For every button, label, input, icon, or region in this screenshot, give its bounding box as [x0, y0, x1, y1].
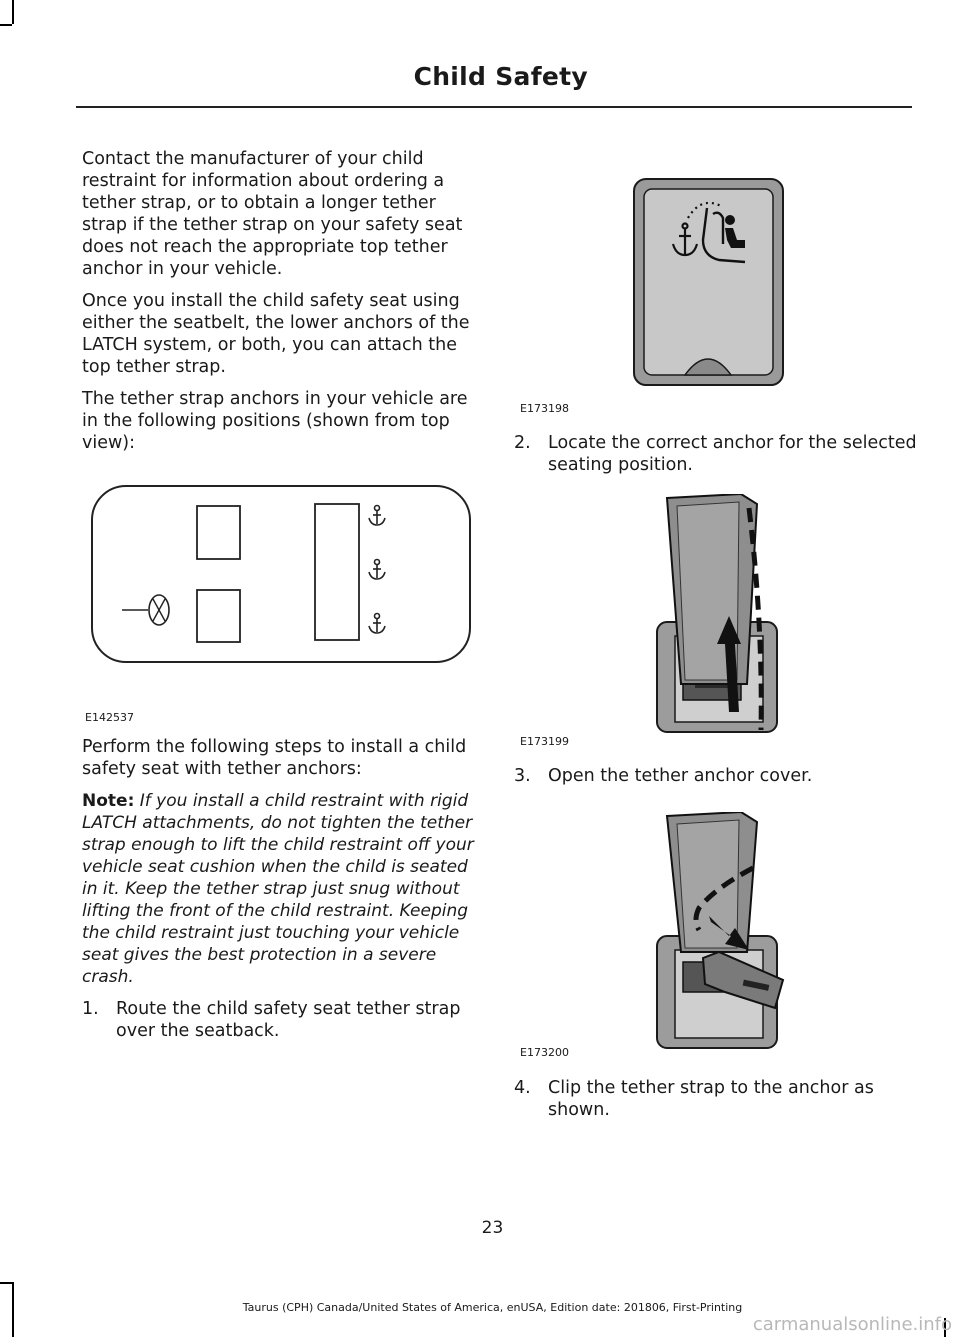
page-number: 23	[481, 1218, 504, 1238]
paragraph: Contact the manufacturer of your child restraint for information about ordering a tether strap, or to obtain a longer tether strap if the tether strap on your safety seat does not reach the appropriate top tether anchor in your vehicle.	[82, 149, 463, 279]
anchor-icon	[369, 506, 385, 526]
figure-code: E173200	[520, 1046, 569, 1059]
anchor-icon	[369, 560, 385, 580]
step-4	[514, 1077, 940, 1121]
intro-paragraph: Perform the following steps to install a child safety seat with tether anchors:	[82, 737, 467, 779]
anchor-cover-label-figure	[633, 178, 785, 388]
step-text: Clip the tether strap to the anchor as shown.	[548, 1078, 874, 1120]
figure-code: E173199	[520, 735, 569, 748]
page-title: Child Safety	[413, 62, 588, 91]
step-text: Open the tether anchor cover.	[548, 766, 813, 786]
step-1	[82, 998, 474, 1042]
crop-mark	[0, 1282, 12, 1284]
paragraph: Once you install the child safety seat using either the seatbelt, the lower anchors of the LATCH system, or both, you can attach the top tether strap.	[82, 291, 470, 377]
note-text: If you install a child restraint with rigid LATCH attachments, do not tighten the tether strap enough to lift the child restraint off your vehicle seat cushion when the child is seated in it. Keep the tether strap just snug without lifting the front of the child restraint. Keeping the child restraint just touching your vehicle seat gives the best protection in a severe crash.	[82, 791, 474, 987]
anchor-icon	[369, 614, 385, 634]
seat-rear-bench	[315, 504, 359, 640]
left-column	[82, 148, 474, 464]
edition-info: Taurus (CPH) Canada/United States of America, enUSA, Edition date: 201806, First-Printing	[242, 1301, 743, 1314]
child-seat-icon	[725, 215, 735, 225]
figure-code: E173198	[520, 402, 569, 415]
step-number: 2.	[514, 433, 531, 453]
paragraph: The tether strap anchors in your vehicle are in the following positions (shown from top view):	[82, 389, 468, 453]
watermark: carmanualsonline.info	[752, 1314, 952, 1335]
left-column-lower	[82, 736, 474, 1042]
step-number: 1.	[82, 999, 99, 1019]
step-number: 4.	[514, 1078, 531, 1098]
header-divider	[76, 106, 912, 108]
note-label: Note:	[82, 791, 135, 811]
anchor-positions-diagram	[90, 484, 474, 666]
figure-code: E142537	[85, 711, 134, 724]
note	[82, 790, 474, 988]
step-text: Route the child safety seat tether strap over the seatback.	[116, 999, 461, 1041]
step-2	[514, 432, 938, 476]
step-text: Locate the correct anchor for the selected seating position.	[548, 433, 917, 475]
seat-front-bottom	[197, 590, 240, 642]
open-cover-figure	[655, 494, 781, 738]
seat-front-top	[197, 506, 240, 559]
crop-mark	[0, 24, 12, 26]
step-number: 3.	[514, 766, 531, 786]
crop-mark	[12, 0, 14, 24]
clip-strap-figure	[655, 812, 787, 1052]
step-3	[514, 765, 938, 787]
